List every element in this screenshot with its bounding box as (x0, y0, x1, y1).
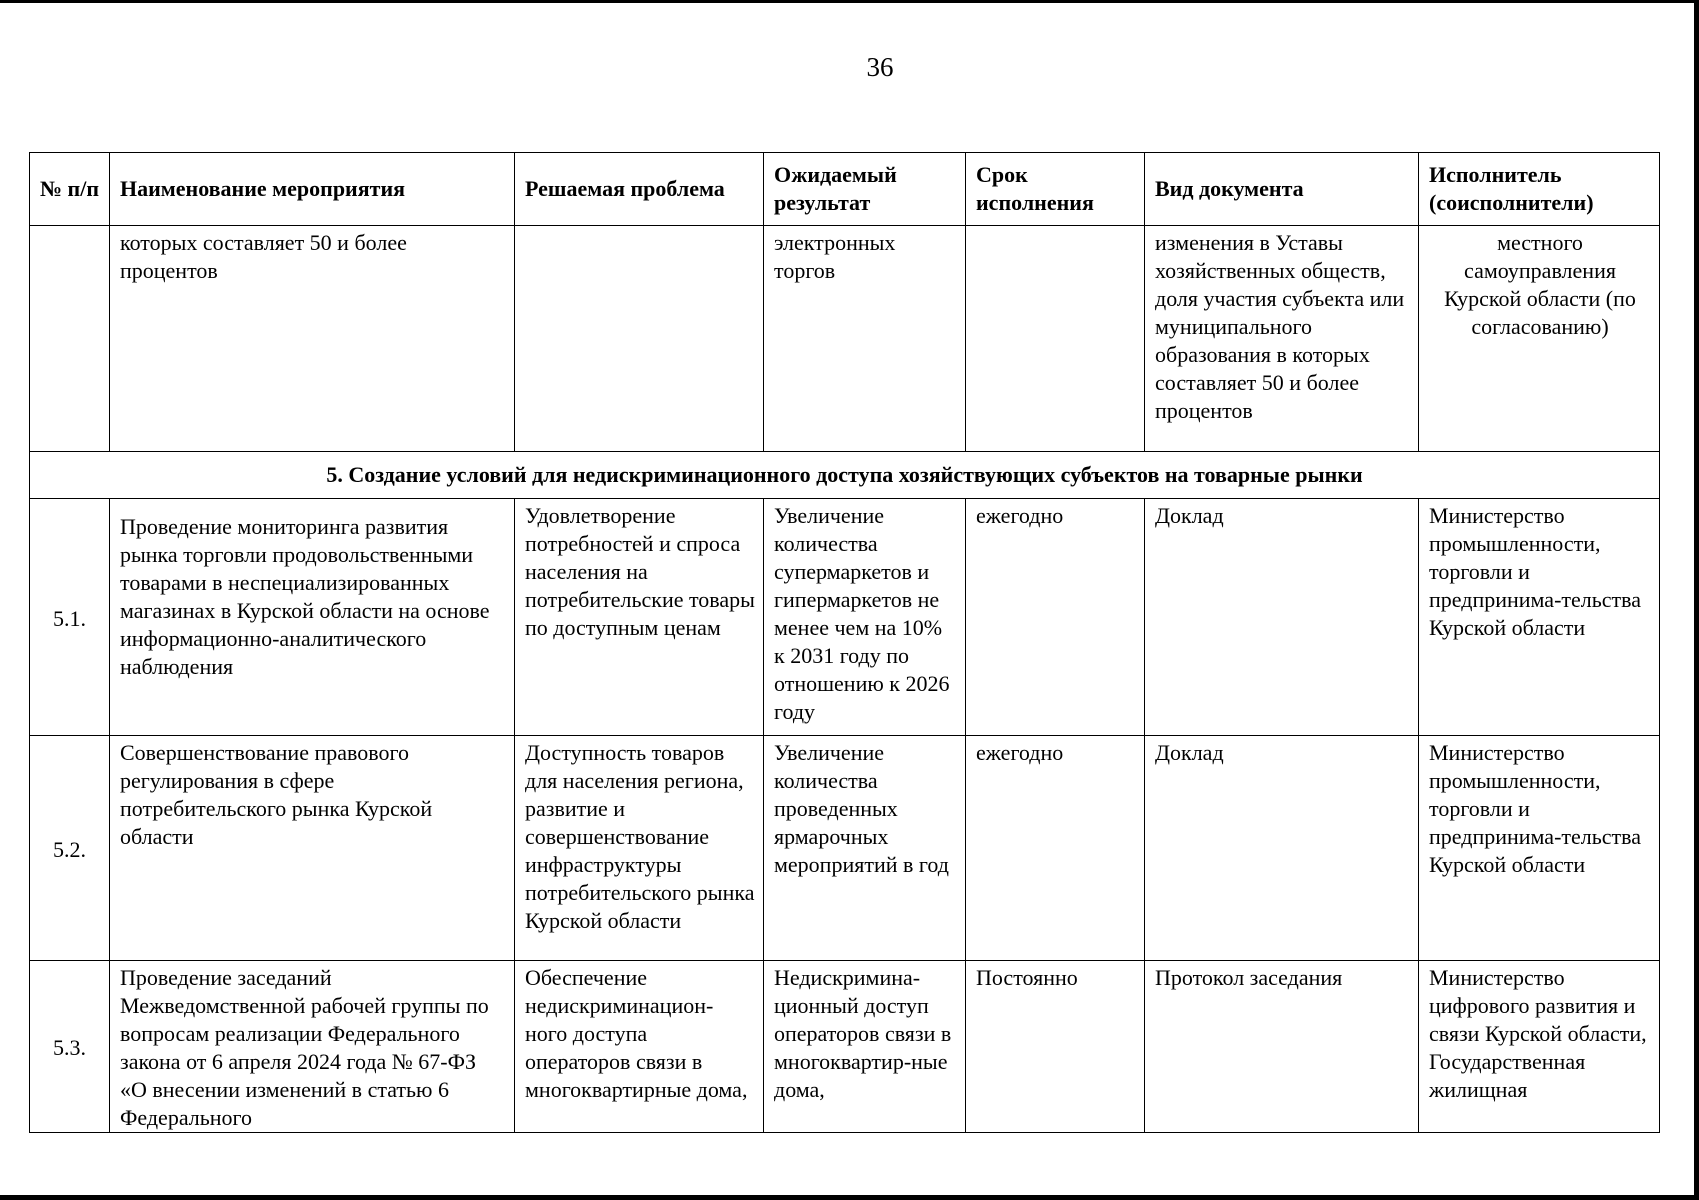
cell-problem: Доступность товаров для населения региона, развитие и совершенствование инфраструктуры потребительского рынка Курской области (515, 736, 764, 961)
cell-name: которых составляет 50 и более процентов (110, 226, 515, 452)
cell-name: Проведение заседаний Межведомственной рабочей группы по вопросам реализации Федерального закона от 6 апреля 2024 года № 67-ФЗ «О внесении изменений в статью 6 Федерального (110, 961, 515, 1133)
cell-term (966, 226, 1145, 452)
scan-edge-right (1694, 0, 1699, 1200)
header-name: Наименование мероприятия (110, 153, 515, 226)
table-row (30, 961, 1660, 1133)
action-plan-table (29, 152, 1660, 1133)
cell-result: Увеличение количества проведенных ярмарочных мероприятий в год (764, 736, 966, 961)
table-header-row (30, 153, 1660, 226)
cell-term: ежегодно (966, 736, 1145, 961)
cell-num: 5.3. (30, 961, 110, 1133)
header-result: Ожидаемый результат (764, 153, 966, 226)
cell-num (30, 226, 110, 452)
cell-doc-type: Доклад (1145, 499, 1419, 736)
cell-result: электронных торгов (764, 226, 966, 452)
cell-result: Недискримина-ционный доступ операторов связи в многоквартир-ные дома, (764, 961, 966, 1133)
cell-executor: Министерство цифрового развития и связи Курской области, Государственная жилищная (1419, 961, 1660, 1133)
header-term: Срок исполнения (966, 153, 1145, 226)
section-header-row (30, 452, 1660, 499)
cell-name: Совершенствование правового регулирования в сфере потребительского рынка Курской области (110, 736, 515, 961)
cell-doc-type: изменения в Уставы хозяйственных обществ, доля участия субъекта или муниципального образования в которых составляет 50 и более процентов (1145, 226, 1419, 452)
cell-num: 5.2. (30, 736, 110, 961)
cell-executor: местного самоуправления Курской области (по согласованию) (1419, 226, 1660, 452)
table-row-continuation (30, 226, 1660, 452)
header-num: № п/п (30, 153, 110, 226)
section-title: 5. Создание условий для недискриминационного доступа хозяйствующих субъектов на товарные рынки (30, 452, 1660, 499)
page-number: 36 (866, 52, 894, 82)
scan-edge-top (0, 0, 1699, 3)
cell-name: Проведение мониторинга развития рынка торговли продовольственными товарами в неспециализированных магазинах в Курской области на основе информационно-аналитического наблюдения (110, 499, 515, 736)
cell-doc-type: Протокол заседания (1145, 961, 1419, 1133)
cell-problem: Обеспечение недискриминацион-ного доступа операторов связи в многоквартирные дома, (515, 961, 764, 1133)
cell-problem: Удовлетворение потребностей и спроса населения на потребительские товары по доступным ценам (515, 499, 764, 736)
table-row (30, 499, 1660, 736)
cell-doc-type: Доклад (1145, 736, 1419, 961)
header-executor: Исполнитель (соисполнители) (1419, 153, 1660, 226)
cell-num: 5.1. (30, 499, 110, 736)
cell-executor: Министерство промышленности, торговли и предпринима-тельства Курской области (1419, 499, 1660, 736)
table-row (30, 736, 1660, 961)
cell-result: Увеличение количества супермаркетов и гипермаркетов не менее чем на 10% к 2031 году по отношению к 2026 году (764, 499, 966, 736)
header-doc-type: Вид документа (1145, 153, 1419, 226)
scan-edge-bottom (0, 1195, 1699, 1200)
cell-executor: Министерство промышленности, торговли и предпринима-тельства Курской области (1419, 736, 1660, 961)
header-problem: Решаемая проблема (515, 153, 764, 226)
cell-term: ежегодно (966, 499, 1145, 736)
cell-term: Постоянно (966, 961, 1145, 1133)
cell-problem (515, 226, 764, 452)
